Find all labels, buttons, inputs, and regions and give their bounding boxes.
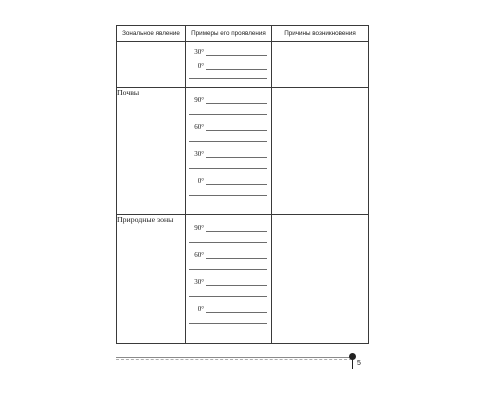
phenomenon-cell: Почвы [117, 88, 186, 215]
latitude-label: 30° [194, 48, 204, 56]
answer-line[interactable] [189, 323, 271, 324]
answer-line[interactable] [189, 168, 271, 169]
table-row [117, 215, 369, 344]
footer-rule [116, 357, 352, 358]
table-row [117, 42, 369, 88]
latitude-label: 30° [194, 150, 204, 158]
answer-line[interactable] [189, 78, 271, 79]
answer-line[interactable] [189, 269, 271, 270]
latitude-label: 0° [197, 62, 204, 70]
answer-line[interactable] [189, 242, 271, 243]
page-marker-stem [352, 358, 353, 369]
zonal-phenomena-table [116, 25, 369, 344]
latitude-label: 0° [197, 305, 204, 313]
latitude-line[interactable] [189, 278, 271, 287]
table-row [117, 88, 369, 215]
answer-line[interactable] [189, 114, 271, 115]
latitude-line[interactable] [189, 62, 271, 71]
latitude-line[interactable] [189, 305, 271, 314]
page-number: 5 [357, 360, 361, 367]
footer-rule-dashed [116, 359, 352, 360]
causes-cell[interactable] [272, 88, 369, 215]
latitude-label: 60° [194, 123, 204, 131]
phenomenon-cell [117, 42, 186, 88]
header-zonal-phenomenon: Зональное явление [117, 26, 186, 42]
examples-cell [186, 88, 272, 215]
latitude-label: 30° [194, 278, 204, 286]
examples-cell [186, 215, 272, 344]
latitude-line[interactable] [189, 150, 271, 159]
table-header-row [117, 26, 369, 42]
causes-cell[interactable] [272, 42, 369, 88]
latitude-line[interactable] [189, 48, 271, 57]
latitude-line[interactable] [189, 251, 271, 260]
latitude-label: 90° [194, 224, 204, 232]
causes-cell[interactable] [272, 215, 369, 344]
latitude-label: 60° [194, 251, 204, 259]
latitude-label: 0° [197, 177, 204, 185]
phenomenon-cell: Природные зоны [117, 215, 186, 344]
answer-line[interactable] [189, 296, 271, 297]
latitude-line[interactable] [189, 177, 271, 186]
examples-cell [186, 42, 272, 88]
header-causes: Причины возникновения [272, 26, 369, 42]
latitude-line[interactable] [189, 96, 271, 105]
latitude-line[interactable] [189, 224, 271, 233]
latitude-label: 90° [194, 96, 204, 104]
latitude-line[interactable] [189, 123, 271, 132]
answer-line[interactable] [189, 195, 271, 196]
answer-line[interactable] [189, 141, 271, 142]
header-examples: Примеры его проявления [186, 26, 272, 42]
